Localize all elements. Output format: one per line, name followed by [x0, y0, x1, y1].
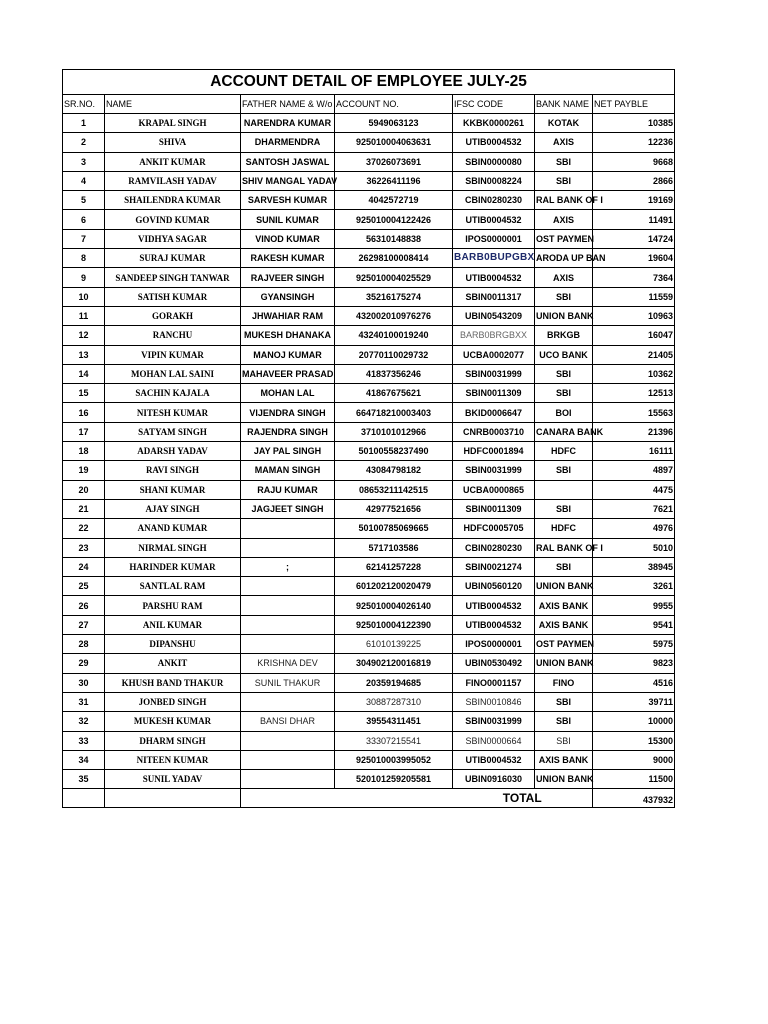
cell-father-name: DHARMENDRA: [241, 133, 335, 152]
cell-bank-name: OST PAYMEN: [535, 229, 593, 248]
cell-bank-name: SBI: [535, 384, 593, 403]
cell-father-name: [241, 519, 335, 538]
table-row: [63, 403, 675, 422]
cell-net-payable: 5010: [593, 538, 675, 557]
cell-bank-name: KOTAK: [535, 114, 593, 133]
cell-father-name: MOHAN LAL: [241, 384, 335, 403]
cell-account-no: 664718210003403: [335, 403, 453, 422]
cell-name: SATISH KUMAR: [105, 287, 241, 306]
cell-father-name: SARVESH KUMAR: [241, 191, 335, 210]
table-row: [63, 577, 675, 596]
cell-bank-name: SBI: [535, 461, 593, 480]
cell-account-no: 37026073691: [335, 152, 453, 171]
cell-net-payable: 2866: [593, 171, 675, 190]
cell-name: SACHIN KAJALA: [105, 384, 241, 403]
cell-account-no: 925010004063631: [335, 133, 453, 152]
cell-bank-name: AXIS: [535, 133, 593, 152]
table-row: [63, 326, 675, 345]
cell-net-payable: 10000: [593, 712, 675, 731]
cell-account-no: 20359194685: [335, 673, 453, 692]
header-sr-no: SR.NO.: [63, 95, 105, 114]
cell-net-payable: 21405: [593, 345, 675, 364]
cell-ifsc-code: SBIN0010846: [453, 692, 535, 711]
header-bank-name: BANK NAME: [535, 95, 593, 114]
cell-sr-no: 9: [63, 268, 105, 287]
table-row: [63, 635, 675, 654]
cell-bank-name: AXIS BANK: [535, 596, 593, 615]
cell-father-name: RAJU KUMAR: [241, 480, 335, 499]
cell-account-no: 08653211142515: [335, 480, 453, 499]
cell-sr-no: 13: [63, 345, 105, 364]
cell-father-name: [241, 635, 335, 654]
cell-ifsc-code: IPOS0000001: [453, 635, 535, 654]
cell-ifsc-code: KKBK0000261: [453, 114, 535, 133]
cell-sr-no: 18: [63, 442, 105, 461]
cell-account-no: 925010004122390: [335, 615, 453, 634]
cell-father-name: [241, 596, 335, 615]
cell-ifsc-code: FINO0001157: [453, 673, 535, 692]
cell-father-name: [241, 731, 335, 750]
table-row: [63, 133, 675, 152]
cell-account-no: 39554311451: [335, 712, 453, 731]
table-row: [63, 171, 675, 190]
header-ifsc-code: IFSC CODE: [453, 95, 535, 114]
cell-name: VIDHYA SAGAR: [105, 229, 241, 248]
cell-ifsc-code: HDFC0005705: [453, 519, 535, 538]
cell-name: MUKESH KUMAR: [105, 712, 241, 731]
cell-sr-no: 5: [63, 191, 105, 210]
cell-father-name: JAY PAL SINGH: [241, 442, 335, 461]
total-empty-cell: [105, 789, 241, 808]
cell-sr-no: 29: [63, 654, 105, 673]
cell-ifsc-code: SBIN0031999: [453, 364, 535, 383]
total-empty-cell: [241, 789, 335, 808]
cell-account-no: 30887287310: [335, 692, 453, 711]
cell-bank-name: SBI: [535, 287, 593, 306]
cell-father-name: MAMAN SINGH: [241, 461, 335, 480]
cell-bank-name: RAL BANK OF I: [535, 538, 593, 557]
table-row: [63, 615, 675, 634]
cell-net-payable: 15300: [593, 731, 675, 750]
cell-account-no: 5717103586: [335, 538, 453, 557]
cell-ifsc-code: CNRB0003710: [453, 422, 535, 441]
table-row: [63, 750, 675, 769]
grand-total-value: 437932: [593, 789, 675, 808]
cell-name: SANDEEP SINGH TANWAR: [105, 268, 241, 287]
cell-name: GORAKH: [105, 306, 241, 325]
cell-bank-name: OST PAYMEN: [535, 635, 593, 654]
cell-net-payable: 7364: [593, 268, 675, 287]
cell-sr-no: 2: [63, 133, 105, 152]
cell-ifsc-code: UTIB0004532: [453, 268, 535, 287]
cell-sr-no: 27: [63, 615, 105, 634]
cell-account-no: 50100785069665: [335, 519, 453, 538]
cell-bank-name: AXIS: [535, 210, 593, 229]
table-row: [63, 384, 675, 403]
table-row: [63, 461, 675, 480]
table-row: [63, 519, 675, 538]
cell-net-payable: 4897: [593, 461, 675, 480]
cell-bank-name: UNION BANK: [535, 577, 593, 596]
cell-father-name: JHWAHIAR RAM: [241, 306, 335, 325]
cell-sr-no: 3: [63, 152, 105, 171]
table-row: [63, 480, 675, 499]
cell-bank-name: ARODA UP BAN: [535, 249, 593, 268]
cell-name: PARSHU RAM: [105, 596, 241, 615]
cell-sr-no: 1: [63, 114, 105, 133]
cell-name: SHANI KUMAR: [105, 480, 241, 499]
cell-account-no: 601202120020479: [335, 577, 453, 596]
cell-father-name: SHIV MANGAL YADAV: [241, 171, 335, 190]
cell-bank-name: UCO BANK: [535, 345, 593, 364]
cell-father-name: RAKESH KUMAR: [241, 249, 335, 268]
cell-ifsc-code: SBIN0008224: [453, 171, 535, 190]
cell-account-no: 925010004026140: [335, 596, 453, 615]
cell-ifsc-code: UBIN0916030: [453, 770, 535, 789]
table-row: [63, 422, 675, 441]
cell-net-payable: 3261: [593, 577, 675, 596]
cell-sr-no: 12: [63, 326, 105, 345]
cell-account-no: 36226411196: [335, 171, 453, 190]
header-name: NAME: [105, 95, 241, 114]
cell-bank-name: BRKGB: [535, 326, 593, 345]
table-row: [63, 249, 675, 268]
table-row: [63, 731, 675, 750]
cell-father-name: VINOD KUMAR: [241, 229, 335, 248]
cell-bank-name: SBI: [535, 171, 593, 190]
cell-ifsc-code: SBIN0031999: [453, 712, 535, 731]
cell-account-no: 42977521656: [335, 499, 453, 518]
table-row: [63, 654, 675, 673]
cell-bank-name: UNION BANK: [535, 306, 593, 325]
cell-father-name: RAJENDRA SINGH: [241, 422, 335, 441]
cell-father-name: SUNIL KUMAR: [241, 210, 335, 229]
cell-bank-name: SBI: [535, 557, 593, 576]
sheet-title: ACCOUNT DETAIL OF EMPLOYEE JULY-25: [63, 70, 675, 95]
cell-sr-no: 14: [63, 364, 105, 383]
cell-father-name: [241, 770, 335, 789]
cell-ifsc-code: CBIN0280230: [453, 538, 535, 557]
cell-sr-no: 22: [63, 519, 105, 538]
cell-sr-no: 24: [63, 557, 105, 576]
cell-sr-no: 33: [63, 731, 105, 750]
cell-sr-no: 4: [63, 171, 105, 190]
account-table: [62, 69, 675, 808]
table-row: [63, 712, 675, 731]
cell-net-payable: 4976: [593, 519, 675, 538]
cell-father-name: JAGJEET SINGH: [241, 499, 335, 518]
cell-name: ANKIT KUMAR: [105, 152, 241, 171]
cell-ifsc-code: HDFC0001894: [453, 442, 535, 461]
cell-ifsc-code: SBIN0000080: [453, 152, 535, 171]
cell-net-payable: 11559: [593, 287, 675, 306]
cell-account-no: 432002010976276: [335, 306, 453, 325]
cell-name: KRAPAL SINGH: [105, 114, 241, 133]
cell-father-name: NARENDRA KUMAR: [241, 114, 335, 133]
cell-account-no: 925010004122426: [335, 210, 453, 229]
cell-net-payable: 10385: [593, 114, 675, 133]
table-row: [63, 596, 675, 615]
total-label: TOTAL: [453, 789, 593, 808]
cell-sr-no: 26: [63, 596, 105, 615]
table-row: [63, 114, 675, 133]
table-row: [63, 191, 675, 210]
cell-ifsc-code: UBIN0543209: [453, 306, 535, 325]
cell-sr-no: 8: [63, 249, 105, 268]
cell-sr-no: 15: [63, 384, 105, 403]
cell-account-no: 520101259205581: [335, 770, 453, 789]
cell-sr-no: 35: [63, 770, 105, 789]
cell-father-name: SANTOSH JASWAL: [241, 152, 335, 171]
cell-name: HARINDER KUMAR: [105, 557, 241, 576]
cell-name: SHAILENDRA KUMAR: [105, 191, 241, 210]
cell-bank-name: UNION BANK: [535, 770, 593, 789]
cell-bank-name: SBI: [535, 152, 593, 171]
total-empty-cell: [63, 789, 105, 808]
cell-sr-no: 19: [63, 461, 105, 480]
table-row: [63, 287, 675, 306]
cell-ifsc-code: SBIN0000664: [453, 731, 535, 750]
cell-bank-name: SBI: [535, 731, 593, 750]
cell-sr-no: 28: [63, 635, 105, 654]
cell-bank-name: CANARA BANK: [535, 422, 593, 441]
cell-ifsc-code: CBIN0280230: [453, 191, 535, 210]
cell-name: GOVIND KUMAR: [105, 210, 241, 229]
cell-account-no: 925010003995052: [335, 750, 453, 769]
cell-account-no: 26298100008414: [335, 249, 453, 268]
cell-name: ANKIT: [105, 654, 241, 673]
table-row: [63, 268, 675, 287]
cell-bank-name: SBI: [535, 364, 593, 383]
table-row: [63, 442, 675, 461]
cell-net-payable: 12513: [593, 384, 675, 403]
cell-bank-name: AXIS BANK: [535, 615, 593, 634]
total-empty-cell: [335, 789, 453, 808]
cell-account-no: 5949063123: [335, 114, 453, 133]
cell-father-name: SUNIL THAKUR: [241, 673, 335, 692]
cell-ifsc-code: BKID0006647: [453, 403, 535, 422]
cell-name: ANIL KUMAR: [105, 615, 241, 634]
cell-ifsc-code: UTIB0004532: [453, 210, 535, 229]
cell-account-no: 41867675621: [335, 384, 453, 403]
cell-father-name: [241, 577, 335, 596]
cell-name: ANAND KUMAR: [105, 519, 241, 538]
cell-ifsc-code: UCBA0000865: [453, 480, 535, 499]
cell-ifsc-code: UBIN0530492: [453, 654, 535, 673]
cell-ifsc-code: SBIN0031999: [453, 461, 535, 480]
table-row: [63, 673, 675, 692]
cell-sr-no: 7: [63, 229, 105, 248]
cell-name: AJAY SINGH: [105, 499, 241, 518]
cell-name: DIPANSHU: [105, 635, 241, 654]
cell-father-name: MUKESH DHANAKA: [241, 326, 335, 345]
cell-ifsc-code: SBIN0021274: [453, 557, 535, 576]
cell-sr-no: 20: [63, 480, 105, 499]
cell-father-name: MANOJ KUMAR: [241, 345, 335, 364]
cell-net-payable: 9000: [593, 750, 675, 769]
cell-bank-name: FINO: [535, 673, 593, 692]
cell-sr-no: 25: [63, 577, 105, 596]
cell-name: SURAJ KUMAR: [105, 249, 241, 268]
cell-net-payable: 21396: [593, 422, 675, 441]
cell-father-name: GYANSINGH: [241, 287, 335, 306]
cell-father-name: VIJENDRA SINGH: [241, 403, 335, 422]
cell-net-payable: 39711: [593, 692, 675, 711]
table-row: [63, 538, 675, 557]
cell-name: JONBED SINGH: [105, 692, 241, 711]
cell-net-payable: 16047: [593, 326, 675, 345]
table-row: [63, 557, 675, 576]
table-row: [63, 306, 675, 325]
cell-sr-no: 10: [63, 287, 105, 306]
cell-bank-name: BOI: [535, 403, 593, 422]
table-row: [63, 770, 675, 789]
cell-account-no: 304902120016819: [335, 654, 453, 673]
cell-sr-no: 30: [63, 673, 105, 692]
cell-bank-name: SBI: [535, 712, 593, 731]
cell-net-payable: 4475: [593, 480, 675, 499]
cell-father-name: [241, 538, 335, 557]
cell-name: VIPIN KUMAR: [105, 345, 241, 364]
cell-account-no: 50100558237490: [335, 442, 453, 461]
cell-net-payable: 4516: [593, 673, 675, 692]
cell-sr-no: 23: [63, 538, 105, 557]
cell-bank-name: SBI: [535, 692, 593, 711]
cell-net-payable: 16111: [593, 442, 675, 461]
cell-net-payable: 10362: [593, 364, 675, 383]
cell-name: NIRMAL SINGH: [105, 538, 241, 557]
cell-name: NITEEN KUMAR: [105, 750, 241, 769]
cell-father-name: ;: [241, 557, 335, 576]
cell-bank-name: RAL BANK OF I: [535, 191, 593, 210]
cell-ifsc-code: BARB0BUPGBX: [453, 249, 535, 268]
cell-net-payable: 9541: [593, 615, 675, 634]
cell-net-payable: 14724: [593, 229, 675, 248]
cell-father-name: KRISHNA DEV: [241, 654, 335, 673]
cell-name: MOHAN LAL SAINI: [105, 364, 241, 383]
cell-account-no: 35216175274: [335, 287, 453, 306]
cell-ifsc-code: BARB0BRGBXX: [453, 326, 535, 345]
cell-net-payable: 9955: [593, 596, 675, 615]
cell-account-no: 61010139225: [335, 635, 453, 654]
cell-ifsc-code: SBIN0011317: [453, 287, 535, 306]
header-father-name: FATHER NAME & W/o: [241, 95, 335, 114]
table-row: [63, 210, 675, 229]
cell-net-payable: 15563: [593, 403, 675, 422]
table-row: [63, 364, 675, 383]
table-row: [63, 152, 675, 171]
cell-account-no: 33307215541: [335, 731, 453, 750]
cell-ifsc-code: UCBA0002077: [453, 345, 535, 364]
cell-net-payable: 5975: [593, 635, 675, 654]
cell-net-payable: 19169: [593, 191, 675, 210]
table-row: [63, 345, 675, 364]
cell-ifsc-code: UBIN0560120: [453, 577, 535, 596]
cell-sr-no: 16: [63, 403, 105, 422]
cell-sr-no: 34: [63, 750, 105, 769]
cell-account-no: 43240100019240: [335, 326, 453, 345]
cell-father-name: [241, 750, 335, 769]
cell-bank-name: HDFC: [535, 442, 593, 461]
cell-sr-no: 6: [63, 210, 105, 229]
cell-net-payable: 10963: [593, 306, 675, 325]
cell-sr-no: 31: [63, 692, 105, 711]
cell-bank-name: HDFC: [535, 519, 593, 538]
cell-ifsc-code: UTIB0004532: [453, 615, 535, 634]
cell-father-name: RAJVEER SINGH: [241, 268, 335, 287]
cell-father-name: MAHAVEER PRASAD: [241, 364, 335, 383]
cell-net-payable: 9823: [593, 654, 675, 673]
cell-bank-name: AXIS: [535, 268, 593, 287]
cell-net-payable: 11491: [593, 210, 675, 229]
cell-ifsc-code: UTIB0004532: [453, 133, 535, 152]
cell-father-name: BANSI DHAR: [241, 712, 335, 731]
cell-ifsc-code: SBIN0011309: [453, 384, 535, 403]
cell-account-no: 20770110029732: [335, 345, 453, 364]
cell-ifsc-code: UTIB0004532: [453, 750, 535, 769]
table-row: [63, 499, 675, 518]
employee-account-sheet: [62, 69, 674, 808]
cell-bank-name: AXIS BANK: [535, 750, 593, 769]
cell-account-no: 62141257228: [335, 557, 453, 576]
cell-bank-name: SBI: [535, 499, 593, 518]
cell-father-name: [241, 615, 335, 634]
cell-name: KHUSH BAND THAKUR: [105, 673, 241, 692]
table-row: [63, 229, 675, 248]
cell-account-no: 3710101012966: [335, 422, 453, 441]
cell-account-no: 56310148838: [335, 229, 453, 248]
cell-net-payable: 9668: [593, 152, 675, 171]
cell-sr-no: 17: [63, 422, 105, 441]
cell-account-no: 925010004025529: [335, 268, 453, 287]
cell-name: RAVI SINGH: [105, 461, 241, 480]
cell-ifsc-code: SBIN0011309: [453, 499, 535, 518]
cell-net-payable: 38945: [593, 557, 675, 576]
cell-name: RANCHU: [105, 326, 241, 345]
cell-bank-name: UNION BANK: [535, 654, 593, 673]
header-row: [63, 95, 675, 114]
cell-ifsc-code: IPOS0000001: [453, 229, 535, 248]
table-row: [63, 692, 675, 711]
header-net-payable: NET PAYBLE: [593, 95, 675, 114]
cell-account-no: 43084798182: [335, 461, 453, 480]
cell-sr-no: 21: [63, 499, 105, 518]
cell-name: SUNIL YADAV: [105, 770, 241, 789]
cell-net-payable: 11500: [593, 770, 675, 789]
cell-name: SANTLAL RAM: [105, 577, 241, 596]
cell-net-payable: 19604: [593, 249, 675, 268]
cell-sr-no: 32: [63, 712, 105, 731]
cell-ifsc-code: UTIB0004532: [453, 596, 535, 615]
cell-bank-name: [535, 480, 593, 499]
cell-account-no: 41837356246: [335, 364, 453, 383]
cell-sr-no: 11: [63, 306, 105, 325]
cell-name: SHIVA: [105, 133, 241, 152]
cell-name: NITESH KUMAR: [105, 403, 241, 422]
cell-name: RAMVILASH YADAV: [105, 171, 241, 190]
cell-name: SATYAM SINGH: [105, 422, 241, 441]
cell-name: ADARSH YADAV: [105, 442, 241, 461]
cell-account-no: 4042572719: [335, 191, 453, 210]
cell-net-payable: 12236: [593, 133, 675, 152]
total-row: [63, 789, 675, 808]
cell-father-name: [241, 692, 335, 711]
cell-net-payable: 7621: [593, 499, 675, 518]
header-account-no: ACCOUNT NO.: [335, 95, 453, 114]
cell-name: DHARM SINGH: [105, 731, 241, 750]
